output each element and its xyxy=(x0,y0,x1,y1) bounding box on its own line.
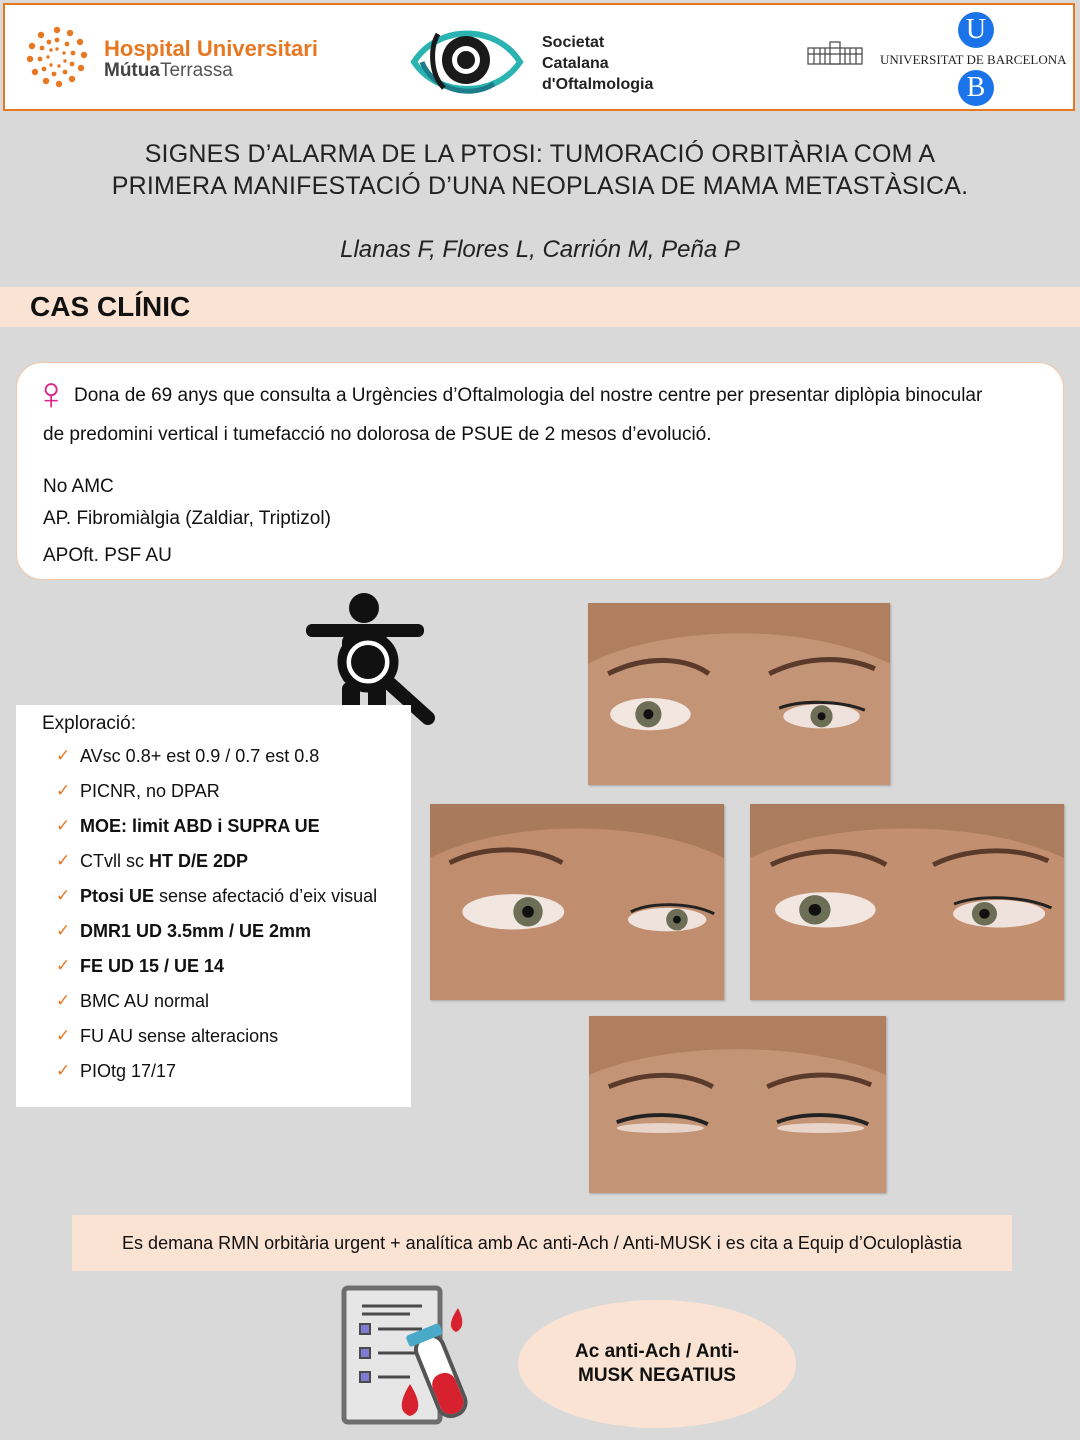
exploration-title: Exploració: xyxy=(42,713,136,734)
university-logo-u: U xyxy=(958,12,994,48)
female-symbol-icon: ♀ xyxy=(34,367,69,419)
society-eye-logo-icon xyxy=(408,18,526,104)
eye-photo-primary-gaze xyxy=(588,603,890,785)
poster-title: SIGNES D’ALARMA DE LA PTOSI: TUMORACIÓ ORBITÀRIA COM A PRIMERA MANIFESTACIÓ D’UNA NEOPLASIA DE MAMA METASTÀSICA. xyxy=(111,140,969,200)
exploration-item: ✓ PIOtg 17/17 xyxy=(56,1061,177,1081)
case-history-item: AP. Fibromiàlgia (Zaldiar, Triptizol) xyxy=(43,508,331,529)
exploration-item: ✓ FU AU sense alteracions xyxy=(56,1026,279,1046)
request-band xyxy=(72,1215,1012,1271)
authors: Llanas F, Flores L, Carrión M, Peña P xyxy=(340,236,740,263)
result-bubble xyxy=(518,1300,796,1428)
check-icon: ✓ xyxy=(56,956,71,975)
exploration-item: ✓ MOE: limit ABD i SUPRA UE xyxy=(56,816,320,836)
check-icon: ✓ xyxy=(56,816,71,835)
case-text-line1: Dona de 69 anys que consulta a Urgències d’Oftalmologia del nostre centre per presentar diplòpia binocular xyxy=(74,385,983,406)
case-history-item: No AMC xyxy=(43,476,114,497)
university-name: UNIVERSITAT DE BARCELONA xyxy=(880,52,1067,67)
eye-photo-right-gaze xyxy=(430,804,724,1000)
case-history-item: APOft. PSF AU xyxy=(43,545,172,566)
society-name: Societat Catalana d'Oftalmologia xyxy=(542,34,654,93)
university-building-icon xyxy=(806,40,864,66)
lab-analysis-icon xyxy=(340,1284,480,1430)
check-icon: ✓ xyxy=(56,886,71,905)
hospital-name: Hospital Universitari xyxy=(104,36,318,61)
hospital-subname: MútuaTerrassa xyxy=(104,60,233,81)
case-text-line2: de predomini vertical i tumefacció no dolorosa de PSUE de 2 mesos d’evolució. xyxy=(43,424,712,445)
exploration-item: ✓ AVsc 0.8+ est 0.9 / 0.7 est 0.8 xyxy=(56,746,320,766)
exploration-item: ✓ CTvll sc HT D/E 2DP xyxy=(56,851,249,871)
check-icon: ✓ xyxy=(56,746,71,765)
exploration-item: ✓ BMC AU normal xyxy=(56,991,210,1011)
exploration-item: ✓ DMR1 UD 3.5mm / UE 2mm xyxy=(56,921,312,941)
check-icon: ✓ xyxy=(56,851,71,870)
exploration-item: ✓ Ptosi UE sense afectació d’eix visual xyxy=(56,886,378,906)
result-text: Ac anti-Ach / Anti-MUSK NEGATIUS xyxy=(575,1341,739,1386)
request-text: Es demana RMN orbitària urgent + analítica amb Ac anti-Ach / Anti-MUSK i es cita a Equip d’Oculoplàstia xyxy=(122,1232,962,1253)
section-title: CAS CLÍNIC xyxy=(30,291,191,322)
check-icon: ✓ xyxy=(56,781,71,800)
exploration-list xyxy=(56,746,377,1096)
university-logo-b: B xyxy=(958,70,994,106)
exploration-item: ✓ PICNR, no DPAR xyxy=(56,781,220,801)
check-icon: ✓ xyxy=(56,991,71,1010)
eye-photo-left-gaze xyxy=(750,804,1064,1000)
exploration-item: ✓ FE UD 15 / UE 14 xyxy=(56,956,225,976)
hospital-logo-icon xyxy=(22,22,92,92)
check-icon: ✓ xyxy=(56,1061,71,1080)
check-icon: ✓ xyxy=(56,921,71,940)
check-icon: ✓ xyxy=(56,1026,71,1045)
eye-photo-down-gaze xyxy=(589,1016,886,1193)
